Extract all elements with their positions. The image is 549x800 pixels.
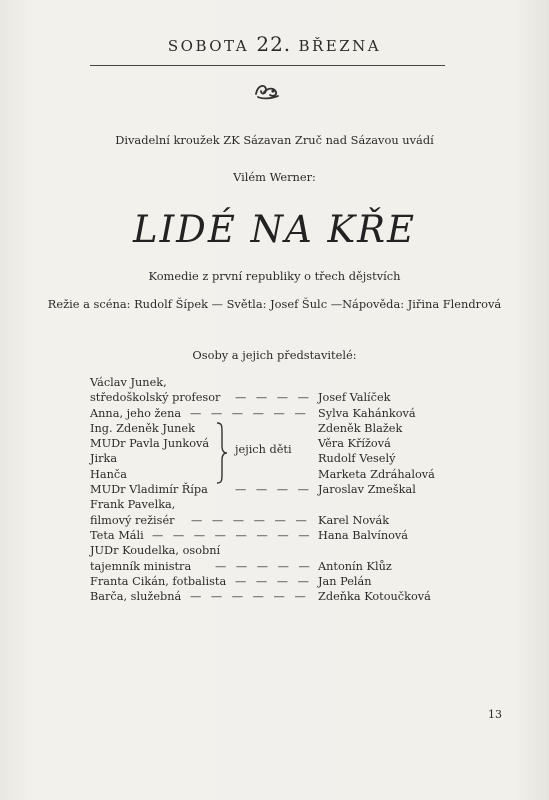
header-day: SOBOTA: [167, 37, 250, 55]
cast-row: [90, 482, 490, 497]
cast-row: [90, 421, 490, 436]
cast-actor: Rudolf Veselý: [318, 452, 396, 466]
cast-row: [90, 497, 490, 512]
cast-role: Jirka: [90, 452, 118, 466]
cast-row: [90, 528, 490, 543]
cast-role: středoškolský profesor: [90, 391, 221, 405]
cast-role: Hanča: [90, 467, 127, 481]
play-title: LIDÉ NA KŘE: [133, 208, 416, 251]
author-line: Vilém Werner:: [233, 170, 316, 184]
cast-list: [90, 375, 490, 604]
cast-role: Franta Cikán, fotbalista: [90, 574, 227, 588]
cast-row: [90, 513, 490, 528]
cast-actor: Zdeňka Kotoučková: [318, 590, 431, 604]
children-label: jejich děti: [235, 443, 292, 456]
cast-dashes: — — — —: [235, 574, 312, 588]
cast-row: [90, 574, 490, 589]
cast-dashes: — — — — — —: [191, 513, 310, 527]
cast-row: [90, 543, 490, 558]
cast-row: [90, 375, 490, 390]
cast-role: filmový režisér: [90, 513, 175, 527]
cast-actor: Sylva Kahánková: [318, 406, 416, 420]
cast-role: Václav Junek,: [90, 376, 167, 389]
cast-role: tajemník ministra: [90, 559, 192, 573]
cast-dashes: — — — —: [235, 391, 312, 405]
cast-dashes: — — — —: [235, 483, 312, 497]
cast-actor: Josef Valíček: [318, 391, 391, 405]
cast-dashes: — — — — —: [215, 559, 313, 573]
cast-role: Anna, jeho žena: [90, 406, 182, 420]
cast-actor: Jan Pelán: [318, 574, 372, 588]
cast-row: [90, 559, 490, 574]
cast-role: JUDr Koudelka, osobní: [90, 544, 221, 558]
children-brace-icon: [215, 422, 229, 484]
cast-role: Ing. Zdeněk Junek: [90, 421, 195, 435]
cast-actor: Marketa Zdráhalová: [318, 467, 435, 481]
cast-row: [90, 390, 490, 405]
cast-actor: Věra Křížová: [318, 437, 391, 451]
page-header: [0, 32, 549, 56]
cast-role: MUDr Pavla Junková: [90, 437, 210, 451]
cast-actor: Hana Balvínová: [318, 528, 409, 542]
cast-dashes: — — — — — —: [190, 406, 309, 420]
cast-heading: Osoby a jejich představitelé:: [192, 348, 357, 362]
cast-actor: Karel Novák: [318, 513, 390, 527]
intro-line: Divadelní kroužek ZK Sázavan Zruč nad Sázavou uvádí: [115, 133, 434, 147]
cast-row: [90, 406, 490, 421]
credits-line: Režie a scéna: Rudolf Šípek — Světla: Josef Šulc —Nápověda: Jiřina Flendrová: [47, 297, 502, 311]
cast-actor: Antonín Klůz: [318, 559, 392, 573]
subtitle-line: Komedie z první republiky o třech dějstvích: [148, 269, 401, 283]
cast-dashes: — — — — — —: [190, 590, 309, 604]
page-number: 13: [488, 708, 502, 721]
cast-row: [90, 467, 490, 482]
cast-role: Barča, služebná: [90, 590, 182, 604]
cast-dashes: — — — — — — — —: [152, 528, 313, 542]
swash-ornament-icon: [252, 80, 282, 102]
cast-role: Teta Máli: [90, 528, 144, 542]
header-rule: [90, 65, 445, 66]
cast-actor: Jaroslav Zmeškal: [318, 483, 416, 497]
header-date: 22.: [256, 32, 292, 56]
cast-role: MUDr Vladimír Řípa: [90, 483, 208, 497]
header-month: BŘEZNA: [298, 37, 382, 55]
cast-row: [90, 589, 490, 604]
cast-actor: Zdeněk Blažek: [318, 421, 403, 435]
cast-role: Frank Pavelka,: [90, 498, 176, 512]
